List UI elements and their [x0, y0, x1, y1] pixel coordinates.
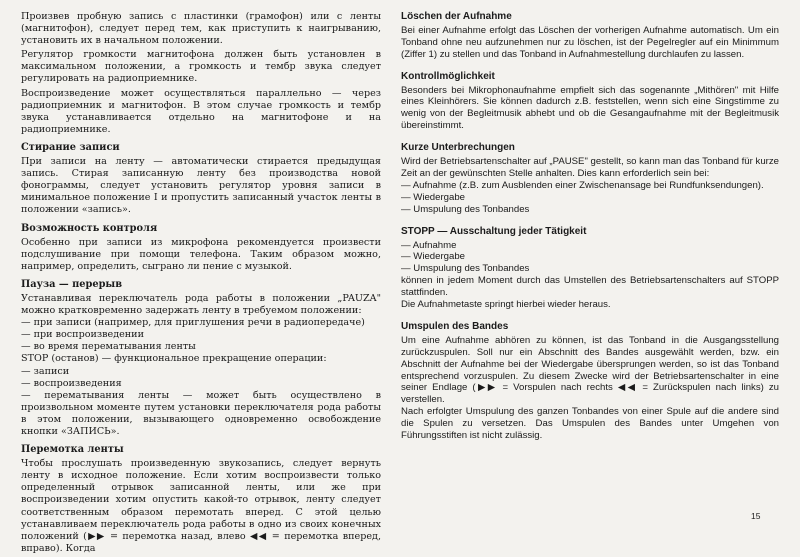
list-item: — перематывания ленты — может быть осуществлено в произвольном моменте путем установки переключателя рода работы в этом положении, вызывающего одновременно освобождение кнопки «ЗАПИСЬ».: [21, 389, 381, 437]
paragraph: Besonders bei Mikrophonaufnahme empfielt sich das sogenannte „Mithören" mit Hilfe eines Kleinhörers. Sie können dadurch z.B. feststellen, wenn sich eine Singstimme zu wenig von der Begleitmusik abhebt und ob die Gesangaufnahme mit der Begleitmusik übereinstimmt.: [401, 84, 779, 132]
paragraph: Особенно при записи из микрофона рекомендуется произвести подслушивание при помощи телефона. Таким образом можно, например, определить, сыграно ли пение с музыкой.: [21, 236, 381, 272]
list-item: — Umspulung des Tonbandes: [401, 203, 530, 215]
paragraph: Wird der Betriebsartenschalter auf „PAUSE" gestellt, so kann man das Tonband für kurze Zeit an der gewünschten Stelle anhalten. Dies kann erforderlich sein bei:: [401, 156, 779, 179]
german-column: [401, 11, 779, 444]
paragraph: Um eine Aufnahme abhören zu können, ist das Tonband in die Ausgangsstellung zurückzuspulen. Soll nur ein Abschnitt des Bandes ausgewählt werden, bzw. ein Abschnitt der Aufnahme bei der Wiedergabe übersprungen werden, so ist das Tonband entsprechend vorzuspulen. Zu diesem Zwecke wird der Betriebsartenschalter in eine seiner Endlage (▶▶ = Vorspulen nach rechts ◀◀ = Zurückspulen nach links) zu verstellen.: [401, 334, 779, 406]
list-item: — Aufnahme: [401, 239, 457, 251]
stopp-list: [401, 240, 779, 276]
list-item: — Wiedergabe: [401, 251, 465, 263]
paragraph: Bei einer Aufnahme erfolgt das Löschen der vorherigen Aufnahme automatisch. Um ein Tonband ohne neu aufzunehmen nur zu löschen, ist der Pegelregler auf ein Minimmum (Ziffer 1) zu stellen und das Tonband in Aufnahmestellung durchlaufen zu lassen.: [401, 24, 779, 60]
list-item: — Wiedergabe: [401, 191, 465, 203]
paragraph: Die Aufnahmetaste springt hierbei wieder heraus.: [401, 299, 611, 311]
paragraph: STOP (останов) — функциональное прекращение операции:: [21, 353, 327, 365]
list-item: — воспроизведения: [21, 377, 122, 389]
list-item: — записи: [21, 365, 70, 377]
paragraph: können in jedem Moment durch das Umstellen des Betriebsartenschalters auf STOPP stattfinden.: [401, 275, 779, 299]
stop-list: [21, 366, 381, 439]
heading-pause: Пауза — перерыв: [21, 278, 123, 290]
list-item: — при записи (например, для приглушения речи в радиопередаче): [21, 317, 365, 329]
heading-delete: Löschen der Aufnahme: [401, 11, 512, 22]
heading-stopp: STOPP — Ausschaltung jeder Tätigkeit: [401, 225, 587, 237]
heading-short-breaks: Kurze Unterbrechungen: [401, 142, 515, 154]
paragraph: Воспроизведение может осуществляться параллельно — через радиоприемник и магнитофон. В этом случае громкость и тембр звука устанавливается отдельно на магнитофоне и на радиоприемнике.: [21, 87, 381, 135]
paragraph: Регулятор громкости магнитофона должен быть установлен в максимальном положении, а громкость и тембр звука следует регулировать на радиоприемнике.: [21, 49, 381, 85]
pause-list: [21, 317, 381, 353]
heading-rewind: Umspulen des Bandes: [401, 320, 509, 332]
paragraph: Чтобы прослушать произведенную звукозапись, следует вернуть ленту в исходное положение. Если хотим воспроизвести только определенный отрывок записанной ленты, или же при воспроизведении хотим опустить какой-то отрывок, ленту следует соответственным образом перемотать вперед. С этой целью устанавливаем переключатель рода работы в одно из своих конечных положений (▶▶ = перемотка назад, влево ◀◀ = перемотка вперед, вправо). Когда: [21, 458, 381, 554]
list-item: — во время перематывания ленты: [21, 341, 196, 353]
paragraph: При записи на ленту — автоматически стирается предыдущая запись. Стирая записанную ленту без производства новой фонограммы, следует установить регулятор уровня записи в минимальное положение I и пропустить записанный участок ленты в положении «запись».: [21, 156, 381, 216]
page-number: 15: [751, 511, 761, 521]
short-list: [401, 180, 779, 216]
paragraph: Произвев пробную запись с пластинки (грамофон) или с ленты (магнитофон), следует перед тем, как приступить к наигрыванию, установить их в начальном положении.: [21, 11, 381, 47]
list-item: — Umspulung des Tonbandes: [401, 263, 530, 275]
heading-erase: Стирание записи: [21, 141, 120, 153]
heading-control: Возможность контроля: [21, 222, 158, 234]
list-item: — Aufnahme (z.B. zum Ausblenden einer Zwischenansage bei Rundfunksendungen).: [401, 179, 764, 191]
heading-control: Kontrollmöglichkeit: [401, 70, 495, 82]
list-item: — при воспроизведении: [21, 329, 144, 341]
heading-rewind: Перемотка ленты: [21, 444, 124, 456]
paragraph: Устанавливая переключатель рода работы в положении „PAUZA" можно кратковременно задержать ленту в требуемом положении:: [21, 292, 381, 317]
paragraph: Nach erfolgter Umspulung des ganzen Tonbandes von einer Spule auf die andere sind die Spulen zu versetzen. Das Umspulen des Bandes unter Umgehen von Führungsstiften ist nicht zulässig.: [401, 406, 779, 442]
russian-column: [21, 11, 381, 557]
